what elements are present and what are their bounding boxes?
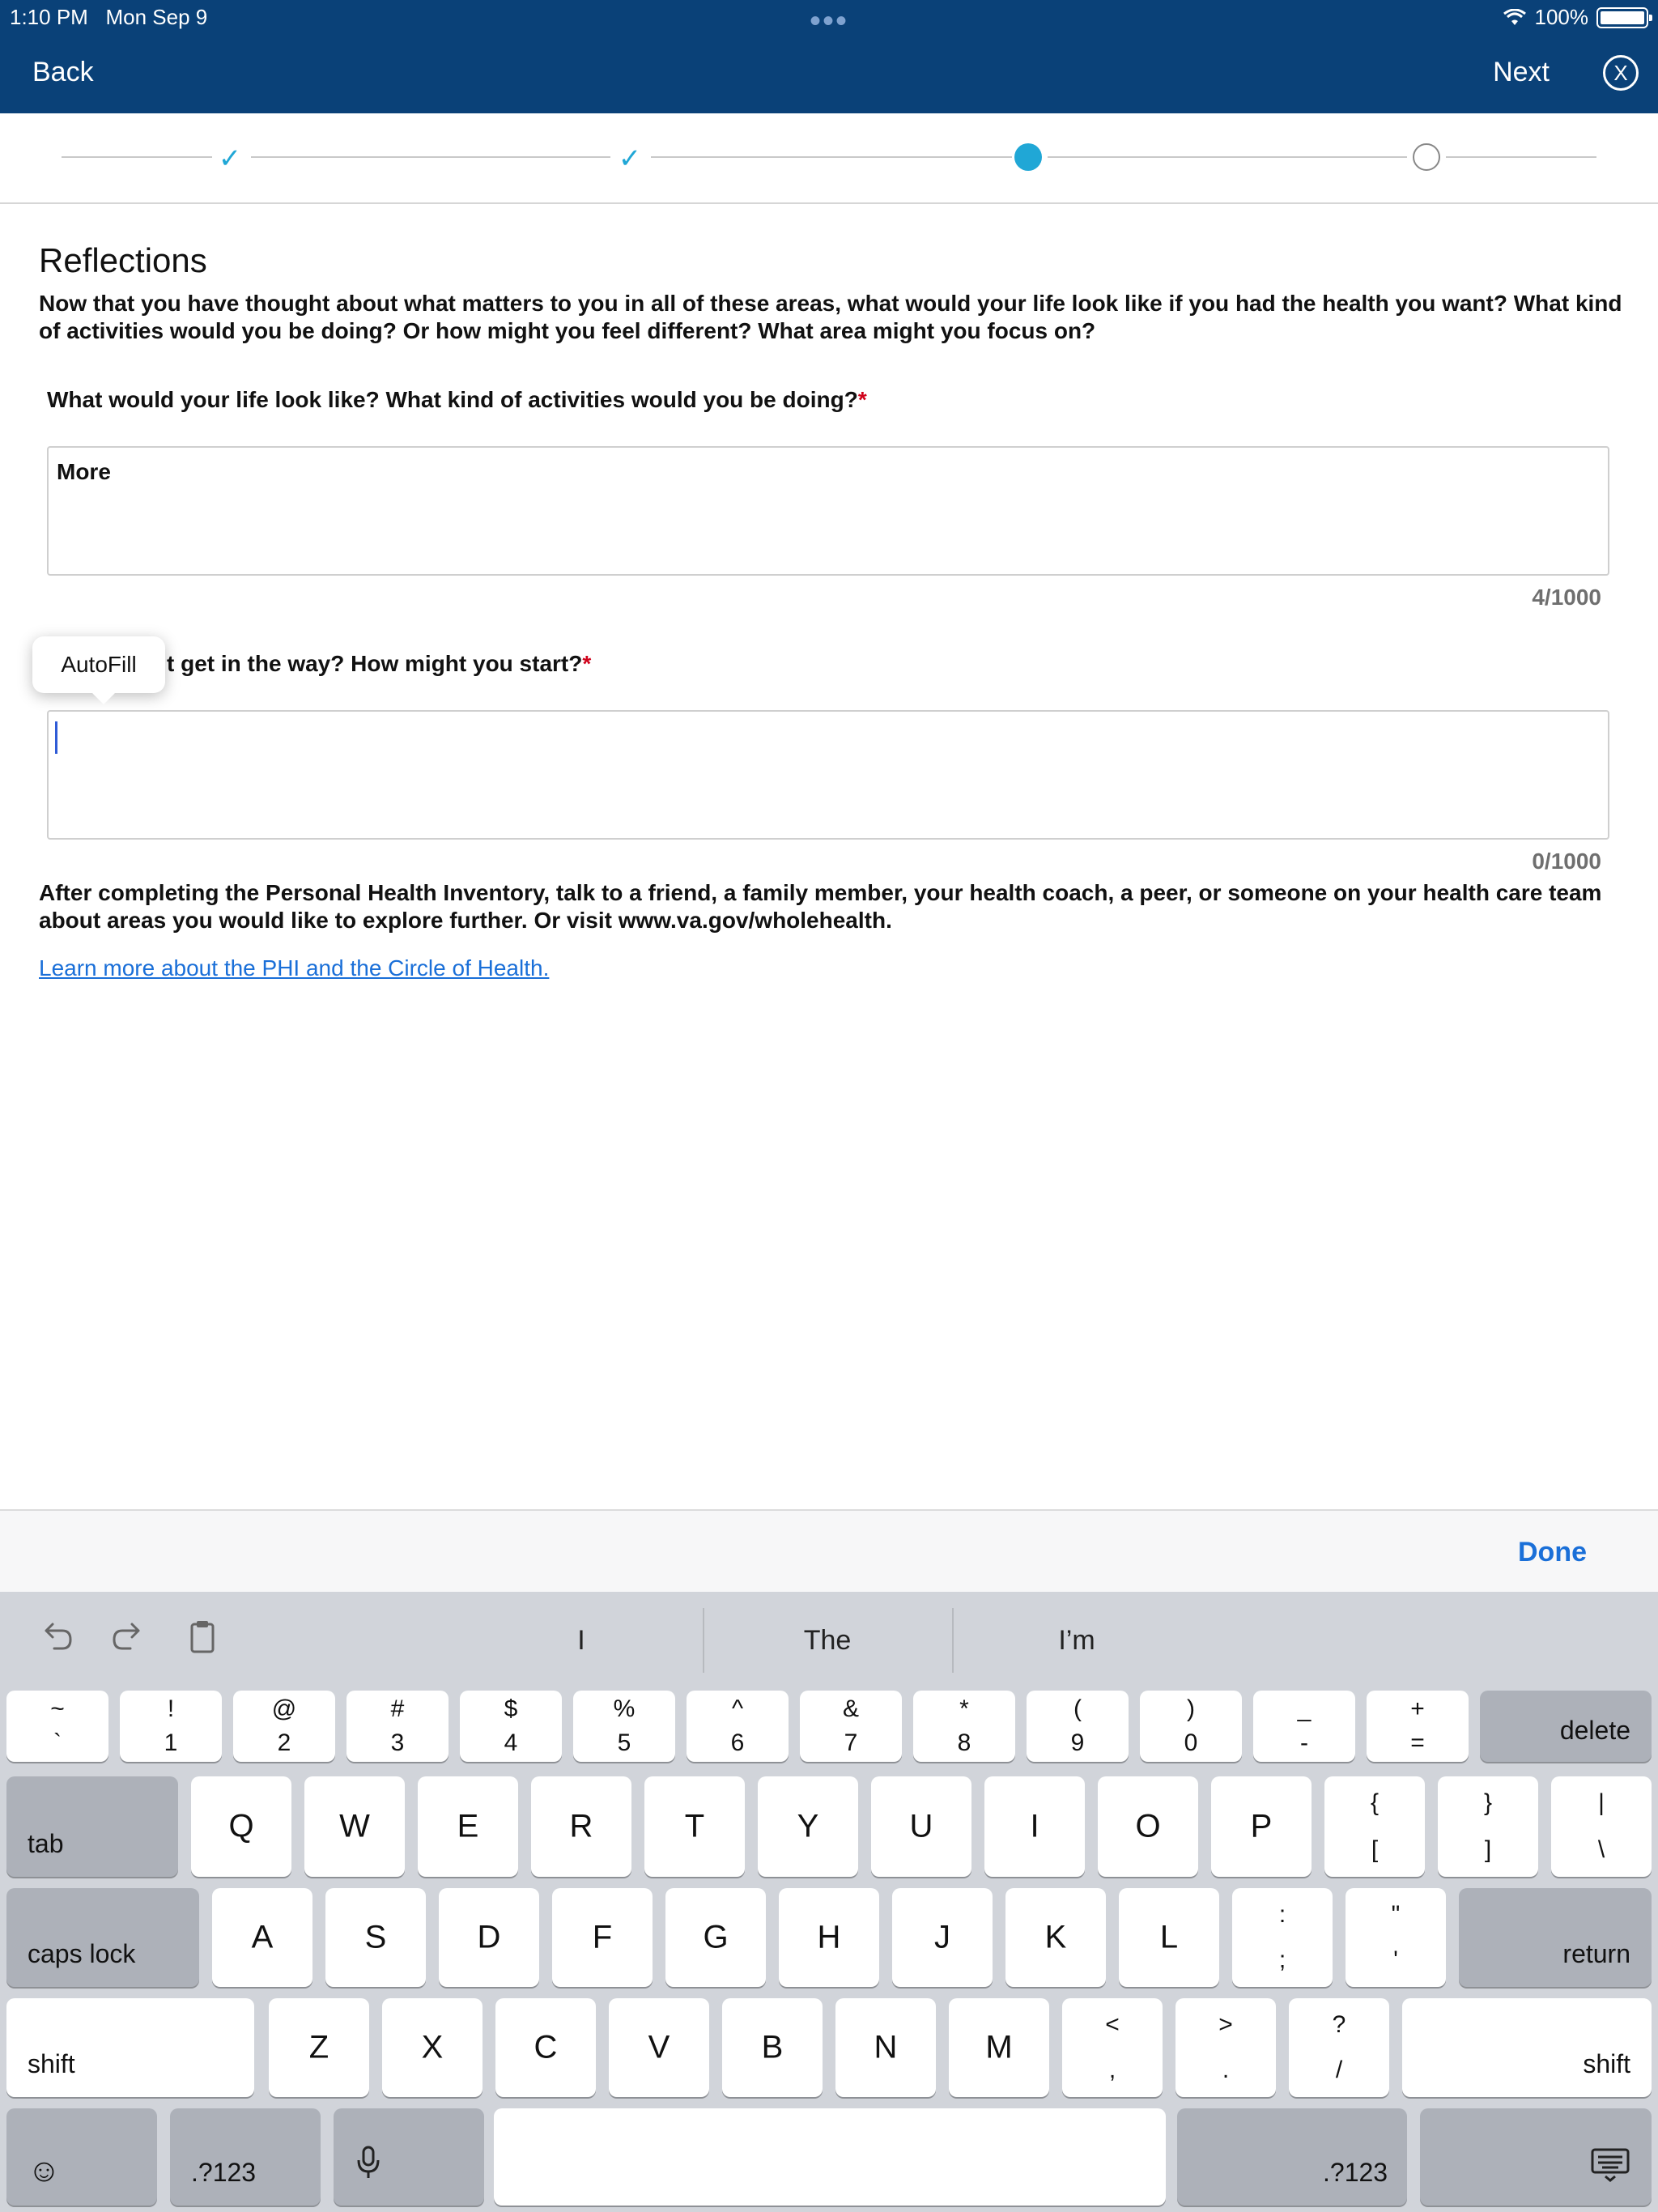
learn-more-link[interactable]: Learn more about the PHI and the Circle of Health. bbox=[39, 955, 550, 981]
status-time-date bbox=[10, 5, 207, 30]
key-y[interactable] bbox=[758, 1776, 858, 1877]
key-2[interactable] bbox=[233, 1691, 335, 1762]
caps-lock-label: caps lock bbox=[28, 1939, 136, 1968]
key-3[interactable] bbox=[346, 1691, 449, 1762]
key-bottom-symbol: 8 bbox=[957, 1729, 971, 1756]
required-marker: * bbox=[857, 387, 867, 412]
key-q[interactable] bbox=[191, 1776, 291, 1877]
key-p[interactable] bbox=[1211, 1776, 1312, 1877]
shift-label: shift bbox=[28, 2049, 75, 2078]
key-top-symbol: _ bbox=[1297, 1695, 1312, 1722]
key-bottom-symbol: ` bbox=[53, 1729, 62, 1756]
suggestion-3[interactable]: I’m bbox=[1058, 1625, 1095, 1656]
key-minus[interactable] bbox=[1253, 1691, 1355, 1762]
key-c[interactable] bbox=[495, 1998, 596, 2097]
suggestion-1[interactable]: I bbox=[577, 1625, 585, 1656]
done-button[interactable]: Done bbox=[1518, 1537, 1587, 1568]
question-1-label bbox=[47, 387, 867, 413]
key-letter: I bbox=[1030, 1808, 1039, 1844]
key-o[interactable] bbox=[1098, 1776, 1198, 1877]
key-top-symbol: + bbox=[1410, 1695, 1425, 1722]
key-bottom-symbol: 3 bbox=[390, 1729, 405, 1756]
key-letter: G bbox=[703, 1919, 729, 1955]
step-2-check-icon: ✓ bbox=[618, 143, 642, 174]
key-bottom-symbol: , bbox=[1108, 2057, 1116, 2083]
return-key-label: return bbox=[1562, 1939, 1630, 1968]
key-d[interactable] bbox=[439, 1888, 539, 1987]
redo-icon[interactable] bbox=[104, 1616, 152, 1665]
autofill-popup-button[interactable]: AutoFill bbox=[32, 636, 165, 693]
key-letter: S bbox=[364, 1919, 387, 1955]
key-f[interactable] bbox=[552, 1888, 653, 1987]
key-bottom-symbol: ; bbox=[1278, 1946, 1286, 1973]
step-line bbox=[251, 156, 610, 158]
keyboard-dismiss-icon bbox=[1590, 2147, 1630, 2189]
key-period[interactable] bbox=[1175, 1998, 1276, 2097]
numbers-key-label: .?123 bbox=[191, 2158, 257, 2187]
page-title: Reflections bbox=[39, 241, 207, 279]
key-bottom-symbol: 9 bbox=[1070, 1729, 1085, 1756]
microphone-icon bbox=[355, 2144, 382, 2186]
key-top-symbol: % bbox=[613, 1695, 636, 1722]
undo-icon[interactable] bbox=[32, 1616, 81, 1665]
key-0[interactable] bbox=[1140, 1691, 1242, 1762]
key-letter: X bbox=[421, 2029, 444, 2065]
key-letter: E bbox=[457, 1808, 479, 1844]
step-line bbox=[1446, 156, 1596, 158]
keyboard-accessory-bar bbox=[0, 1509, 1658, 1592]
shift-label: shift bbox=[1583, 2049, 1630, 2078]
key-letter: D bbox=[477, 1919, 501, 1955]
key-top-symbol: & bbox=[842, 1695, 859, 1722]
back-button[interactable]: Back bbox=[32, 57, 94, 87]
key-bottom-symbol: 0 bbox=[1184, 1729, 1198, 1756]
key-r[interactable] bbox=[531, 1776, 631, 1877]
key-bottom-symbol: 7 bbox=[844, 1729, 858, 1756]
key-top-symbol: @ bbox=[271, 1695, 297, 1722]
key-bottom-symbol: 5 bbox=[617, 1729, 631, 1756]
space-bar[interactable] bbox=[494, 2108, 1166, 2206]
key-8[interactable] bbox=[913, 1691, 1015, 1762]
header-bar bbox=[0, 0, 1658, 113]
key-bottom-symbol: 1 bbox=[164, 1729, 178, 1756]
question-1-counter: 4/1000 bbox=[1532, 585, 1601, 610]
question-1-text: What would your life look like? What kind of activities would you be doing? bbox=[47, 387, 858, 412]
paste-icon[interactable] bbox=[178, 1616, 227, 1665]
on-screen-keyboard bbox=[0, 1592, 1658, 2212]
key-w[interactable] bbox=[304, 1776, 405, 1877]
key-top-symbol: < bbox=[1105, 2011, 1120, 2038]
close-icon[interactable]: X bbox=[1603, 55, 1639, 91]
key-slash[interactable] bbox=[1289, 1998, 1389, 2097]
key-letter: N bbox=[874, 2029, 898, 2065]
suggestion-divider bbox=[952, 1608, 954, 1673]
key-a[interactable] bbox=[212, 1888, 312, 1987]
key-top-symbol: ( bbox=[1073, 1695, 1082, 1722]
key-top-symbol: ? bbox=[1332, 2011, 1346, 2038]
key-letter: A bbox=[251, 1919, 274, 1955]
key-9[interactable] bbox=[1027, 1691, 1129, 1762]
key-b[interactable] bbox=[722, 1998, 823, 2097]
key-bottom-symbol: = bbox=[1410, 1729, 1425, 1756]
step-1-check-icon: ✓ bbox=[218, 143, 242, 174]
return-key[interactable] bbox=[1459, 1888, 1652, 1987]
battery-icon bbox=[1596, 7, 1648, 28]
key-top-symbol: $ bbox=[504, 1695, 518, 1722]
key-letter: O bbox=[1135, 1808, 1161, 1844]
key-bottom-symbol: 6 bbox=[730, 1729, 745, 1756]
key-letter: R bbox=[569, 1808, 593, 1844]
key-z[interactable] bbox=[269, 1998, 369, 2097]
key-6[interactable] bbox=[687, 1691, 789, 1762]
tab-key[interactable] bbox=[6, 1776, 178, 1877]
key-letter: K bbox=[1044, 1919, 1067, 1955]
delete-key-label: delete bbox=[1559, 1716, 1630, 1745]
key-backtick[interactable] bbox=[6, 1691, 108, 1762]
key-letter: T bbox=[684, 1808, 705, 1844]
key-h[interactable] bbox=[779, 1888, 879, 1987]
question-2-label bbox=[167, 651, 591, 677]
question-2-textarea[interactable] bbox=[47, 710, 1609, 840]
key-comma[interactable] bbox=[1062, 1998, 1163, 2097]
key-bottom-symbol: . bbox=[1222, 2057, 1230, 2083]
key-5[interactable] bbox=[573, 1691, 675, 1762]
status-time: 1:10 PM bbox=[10, 5, 88, 29]
key-bottom-symbol: - bbox=[1300, 1729, 1308, 1756]
delete-key[interactable] bbox=[1480, 1691, 1652, 1762]
key-bottom-symbol: 4 bbox=[504, 1729, 518, 1756]
key-bottom-symbol: \ bbox=[1597, 1836, 1605, 1863]
key-letter: H bbox=[817, 1919, 841, 1955]
after-completing-text: After completing the Personal Health Inventory, talk to a friend, a family member, your health coach, a peer, or someone on your health care team about areas you would like to explore further. Or visit www.va.gov/wholehealth. bbox=[39, 880, 1602, 933]
key-top-symbol: ) bbox=[1187, 1695, 1195, 1722]
text-cursor bbox=[55, 721, 57, 754]
progress-stepper bbox=[0, 113, 1658, 204]
wifi-icon bbox=[1503, 9, 1527, 27]
key-letter: V bbox=[648, 2029, 670, 2065]
key-top-symbol: ~ bbox=[50, 1695, 65, 1722]
numbers-key-right[interactable] bbox=[1177, 2108, 1407, 2206]
suggestion-divider bbox=[703, 1608, 704, 1673]
key-letter: B bbox=[761, 2029, 784, 2065]
key-letter: W bbox=[339, 1808, 370, 1844]
key-bracket-right[interactable] bbox=[1438, 1776, 1538, 1877]
step-3-current-indicator bbox=[1014, 143, 1042, 171]
key-equals[interactable] bbox=[1367, 1691, 1469, 1762]
key-1[interactable] bbox=[120, 1691, 222, 1762]
battery-percent: 100% bbox=[1534, 5, 1588, 29]
key-j[interactable] bbox=[892, 1888, 993, 1987]
key-g[interactable] bbox=[665, 1888, 766, 1987]
key-bottom-symbol: ] bbox=[1484, 1836, 1492, 1863]
key-letter: C bbox=[534, 2029, 558, 2065]
step-line bbox=[651, 156, 1012, 158]
key-v[interactable] bbox=[609, 1998, 709, 2097]
key-top-symbol: ^ bbox=[731, 1695, 744, 1722]
key-u[interactable] bbox=[871, 1776, 971, 1877]
question-2-text: t get in the way? How might you start? bbox=[167, 651, 583, 676]
key-4[interactable] bbox=[460, 1691, 562, 1762]
key-letter: U bbox=[909, 1808, 933, 1844]
required-marker: * bbox=[582, 651, 592, 676]
key-top-symbol: ! bbox=[167, 1695, 175, 1722]
key-bracket-left[interactable] bbox=[1324, 1776, 1425, 1877]
numbers-key-left[interactable] bbox=[170, 2108, 321, 2206]
key-letter: Y bbox=[797, 1808, 819, 1844]
key-7[interactable] bbox=[800, 1691, 902, 1762]
key-letter: L bbox=[1159, 1919, 1179, 1955]
next-button[interactable]: Next bbox=[1493, 57, 1550, 87]
key-l[interactable] bbox=[1119, 1888, 1219, 1987]
question-1-value: More bbox=[57, 459, 111, 484]
caps-lock-key[interactable] bbox=[6, 1888, 199, 1987]
key-top-symbol: | bbox=[1598, 1789, 1605, 1816]
key-bottom-symbol: ' bbox=[1393, 1946, 1398, 1973]
dictation-key[interactable] bbox=[334, 2108, 484, 2206]
key-top-symbol: } bbox=[1483, 1789, 1493, 1816]
key-top-symbol: * bbox=[959, 1695, 969, 1722]
intro-text: Now that you have thought about what matters to you in all of these areas, what would your life look like if you had the health you want? What kind of activities would you be doing? Or how might you feel different? What area might you focus on? bbox=[39, 291, 1622, 343]
key-letter: Z bbox=[308, 2029, 329, 2065]
status-right bbox=[1503, 5, 1649, 30]
key-bottom-symbol: [ bbox=[1371, 1836, 1379, 1863]
emoji-key[interactable] bbox=[6, 2108, 157, 2206]
key-k[interactable] bbox=[1005, 1888, 1106, 1987]
tab-key-label: tab bbox=[28, 1829, 64, 1858]
key-top-symbol: # bbox=[390, 1695, 405, 1722]
key-bottom-symbol: / bbox=[1335, 2057, 1343, 2083]
question-2-counter: 0/1000 bbox=[1532, 849, 1601, 874]
key-top-symbol: " bbox=[1391, 1901, 1401, 1928]
key-backslash[interactable] bbox=[1551, 1776, 1652, 1877]
key-e[interactable] bbox=[418, 1776, 518, 1877]
key-letter: Q bbox=[228, 1808, 254, 1844]
multitasking-dots-icon[interactable]: ••• bbox=[810, 3, 849, 39]
hide-keyboard-key[interactable] bbox=[1420, 2108, 1652, 2206]
shift-left-key[interactable] bbox=[6, 1998, 254, 2097]
key-bottom-symbol: 2 bbox=[277, 1729, 291, 1756]
key-top-symbol: { bbox=[1370, 1789, 1380, 1816]
key-top-symbol: : bbox=[1278, 1901, 1286, 1928]
step-line bbox=[62, 156, 212, 158]
key-i[interactable] bbox=[984, 1776, 1085, 1877]
suggestion-2[interactable]: The bbox=[803, 1625, 852, 1656]
shift-right-key[interactable] bbox=[1402, 1998, 1652, 2097]
key-s[interactable] bbox=[325, 1888, 426, 1987]
numbers-key-label: .?123 bbox=[1323, 2158, 1388, 2187]
key-quote[interactable] bbox=[1346, 1888, 1446, 1987]
key-x[interactable] bbox=[382, 1998, 483, 2097]
key-semicolon[interactable] bbox=[1232, 1888, 1333, 1987]
key-top-symbol: > bbox=[1218, 2011, 1233, 2038]
step-line bbox=[1048, 156, 1407, 158]
key-letter: J bbox=[934, 1919, 950, 1955]
key-t[interactable] bbox=[644, 1776, 745, 1877]
key-letter: P bbox=[1250, 1808, 1273, 1844]
question-1-textarea[interactable] bbox=[47, 446, 1609, 576]
key-n[interactable] bbox=[835, 1998, 936, 2097]
step-4-pending-indicator bbox=[1413, 143, 1440, 171]
key-letter: M bbox=[985, 2029, 1013, 2065]
key-letter: F bbox=[592, 1919, 613, 1955]
key-m[interactable] bbox=[949, 1998, 1049, 2097]
emoji-icon: ☺ bbox=[28, 2153, 61, 2189]
status-date: Mon Sep 9 bbox=[105, 5, 208, 29]
